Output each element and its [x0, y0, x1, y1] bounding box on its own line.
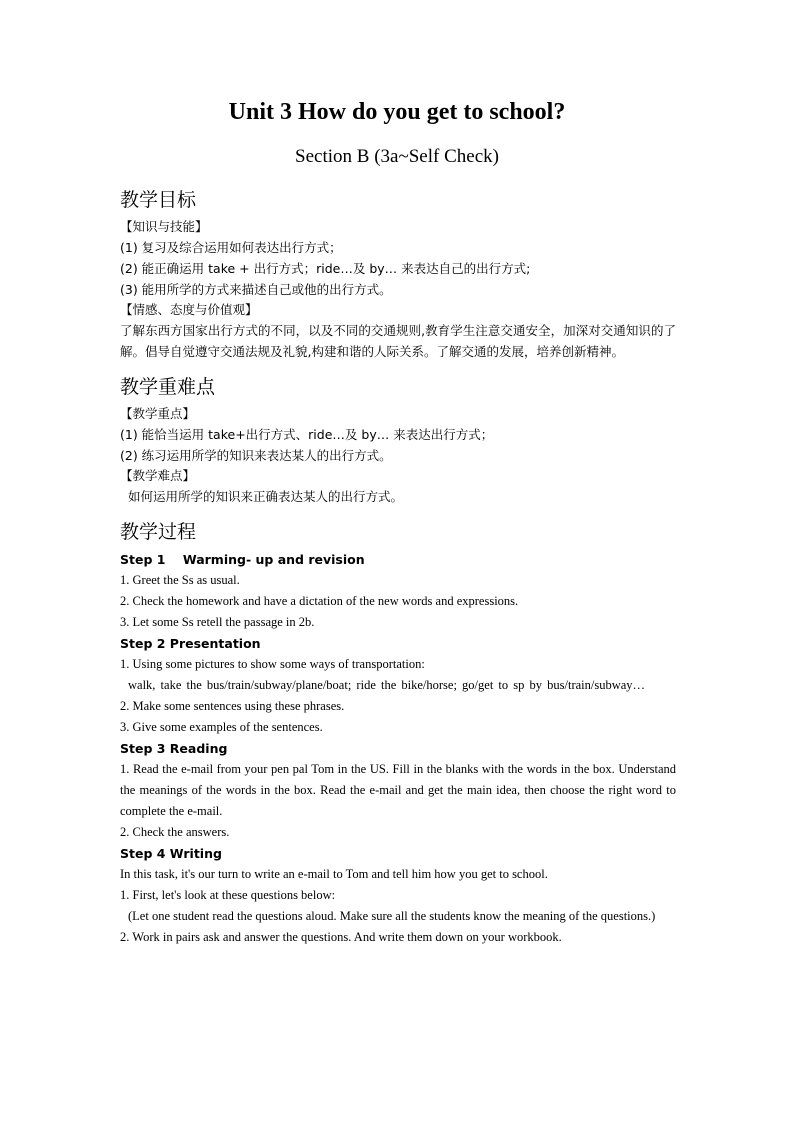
step2-item: 3. Give some examples of the sentences. — [120, 720, 323, 734]
step2-phrases: walk, take the bus/train/subway/plane/boat; ride the bike/horse; go/get to sp by bus/train/subway… — [128, 678, 646, 692]
process-heading: 教学过程 — [120, 521, 197, 543]
step2-item: 2. Make some sentences using these phrases. — [120, 699, 345, 713]
step3-item: 2. Check the answers. — [120, 825, 230, 839]
step4-item: 2. Work in pairs ask and answer the questions. And write them down on your workbook. — [120, 930, 562, 944]
step4-title: Step 4 Writing — [120, 846, 222, 861]
step1-item: 2. Check the homework and have a dictation of the new words and expressions. — [120, 594, 519, 608]
step4-note: (Let one student read the questions aloud. Make sure all the students know the meaning of the questions.) — [128, 909, 656, 923]
step1-item: 3. Let some Ss retell the passage in 2b. — [120, 615, 315, 629]
difficulty-label: 【教学难点】 — [120, 468, 196, 483]
focus-label: 【教学重点】 — [120, 406, 196, 421]
document-title: Unit 3 How do you get to school? — [228, 99, 566, 125]
knowledge-item: (3) 能用所学的方式来描述自己或他的出行方式。 — [120, 282, 392, 297]
knowledge-label: 【知识与技能】 — [120, 219, 208, 234]
step1-item: 1. Greet the Ss as usual. — [120, 573, 240, 587]
emotion-text: 了解东西方国家出行方式的不同，以及不同的交通规则,教育学生注意交通安全，加深对交通知识的了解。倡导自觉遵守交通法规及礼貌,构建和谐的人际关系。了解交通的发展，培养创新精神。 — [120, 323, 676, 359]
focus-item: (1) 能恰当运用 take+出行方式、ride…及 by… 来表达出行方式； — [120, 427, 494, 442]
document-subtitle: Section B (3a~Self Check) — [295, 146, 499, 167]
step4-item: 1. First, let's look at these questions below: — [120, 888, 336, 902]
objectives-heading: 教学目标 — [120, 189, 197, 211]
document-body — [120, 184, 676, 948]
step3-title: Step 3 Reading — [120, 741, 228, 756]
knowledge-item: (2) 能正确运用 take + 出行方式；ride…及 by… 来表达自己的出行方式; — [120, 261, 531, 276]
emotion-label: 【情感、态度与价值观】 — [120, 302, 258, 317]
difficulty-text: 如何运用所学的知识来正确表达某人的出行方式。 — [128, 489, 404, 504]
knowledge-item: (1) 复习及综合运用如何表达出行方式； — [120, 240, 342, 255]
step2-item: 1. Using some pictures to show some ways of transportation: — [120, 657, 425, 671]
step4-intro: In this task, it's our turn to write an e-mail to Tom and tell him how you get to school. — [120, 867, 548, 881]
focus-item: (2) 练习运用所学的知识来表达某人的出行方式。 — [120, 448, 392, 463]
key-points-heading: 教学重难点 — [120, 376, 216, 398]
step2-title: Step 2 Presentation — [120, 636, 261, 651]
step3-item: 1. Read the e-mail from your pen pal Tom in the US. Fill in the blanks with the words in the box. Understand the meanings of the words in the box. Read the e-mail and get the main idea, then choose the right word to complete the e-mail. — [120, 762, 676, 818]
step1-title: Step 1 Warming- up and revision — [120, 552, 365, 567]
